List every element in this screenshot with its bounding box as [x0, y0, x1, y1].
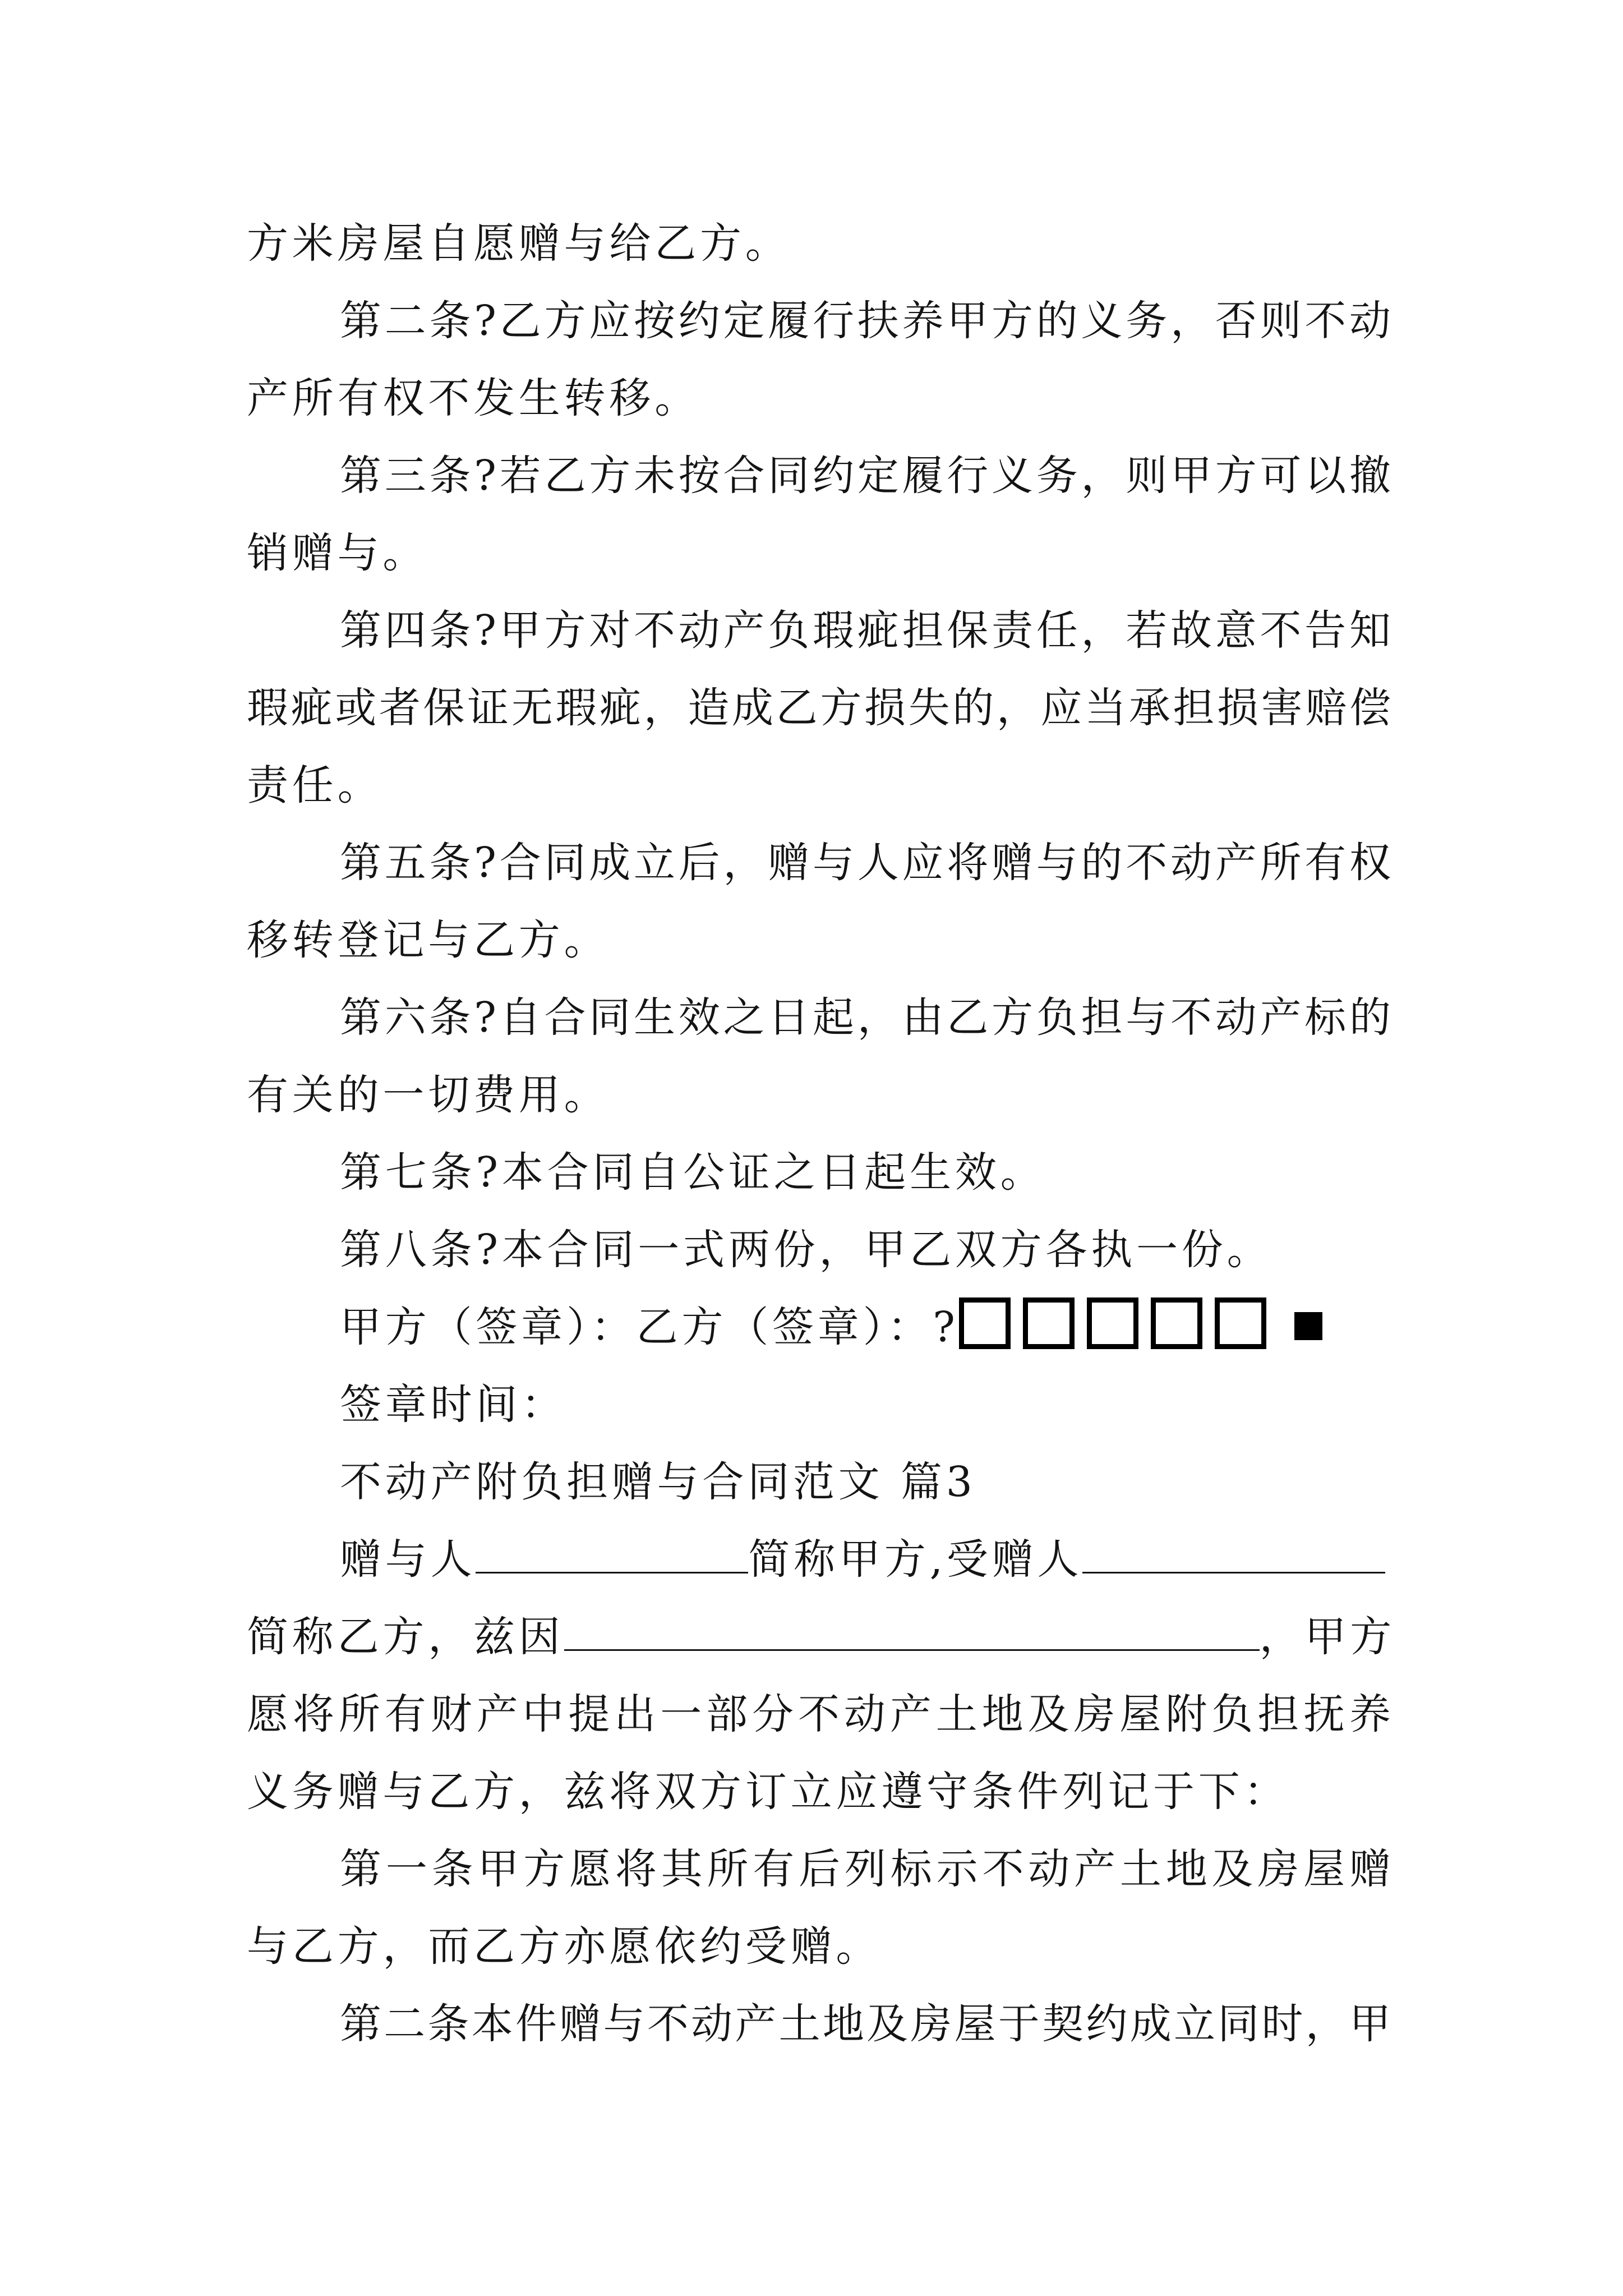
reason-prefix: 简称乙方，兹因	[247, 1613, 564, 1661]
sign-time-line: 签章时间：	[340, 1381, 566, 1429]
donor-prefix: 赠与人	[340, 1535, 476, 1584]
reason-blank	[564, 1616, 1260, 1651]
document-body	[247, 205, 1396, 2063]
placeholder-box-icon	[1023, 1297, 1075, 1349]
body-line-7: 瑕疵或者保证无瑕疵，造成乙方损失的，应当承担损害赔偿	[247, 684, 1391, 732]
body-line-6: 第四条?甲方对不动产负瑕疵担保责任，若故意不告知	[340, 606, 1391, 655]
filled-square-icon	[1294, 1312, 1322, 1340]
reason-suffix: ，甲方	[1259, 1613, 1396, 1661]
body-line-9: 第五条?合同成立后，赠与人应将赠与的不动产所有权	[340, 839, 1391, 887]
placeholder-box-icon	[1087, 1297, 1138, 1349]
donee-name-blank	[1082, 1538, 1385, 1573]
body-line-2: 第二条?乙方应按约定履行扶养甲方的义务，否则不动	[340, 297, 1391, 345]
signature-line	[247, 1289, 1391, 1366]
body-line-14: 第八条?本合同一式两份，甲乙双方各执一份。	[340, 1226, 1272, 1274]
section-heading: 不动产附负担赠与合同范文 篇3	[340, 1458, 976, 1506]
placeholder-box-icon	[1151, 1297, 1202, 1349]
body-line-8: 责任。	[247, 761, 383, 809]
placeholder-box-icon	[1215, 1297, 1266, 1349]
body-line-3: 产所有权不发生转移。	[247, 374, 700, 422]
body-line-5: 销赠与。	[247, 529, 428, 577]
donor-line	[247, 1521, 1391, 1598]
body-line-tail-3: 第一条甲方愿将其所有后列标示不动产土地及房屋赠	[340, 1845, 1391, 1893]
body-line-1: 方米房屋自愿赠与给乙方。	[247, 219, 791, 268]
body-line-13: 第七条?本合同自公证之日起生效。	[340, 1148, 1046, 1197]
body-line-4: 第三条?若乙方未按合同约定履行义务，则甲方可以撤	[340, 452, 1391, 500]
body-line-11: 第六条?自合同生效之日起，由乙方负担与不动产标的	[340, 993, 1391, 1042]
placeholder-box-icon	[959, 1297, 1011, 1349]
donor-name-blank	[476, 1538, 748, 1573]
donor-mid: 简称甲方,受赠人	[748, 1535, 1083, 1584]
body-line-12: 有关的一切费用。	[247, 1071, 610, 1119]
body-line-10: 移转登记与乙方。	[247, 916, 610, 964]
body-line-tail-5: 第二条本件赠与不动产土地及房屋于契约成立同时，甲	[340, 2000, 1391, 2048]
body-line-tail-2: 义务赠与乙方，兹将双方订立应遵守条件列记于下：	[247, 1768, 1289, 1816]
body-line-tail-1: 愿将所有财产中提出一部分不动产土地及房屋附负担抚养	[247, 1690, 1391, 1738]
signature-line-text: 甲方（签章）：乙方（签章）：?	[340, 1303, 959, 1351]
reason-line	[247, 1598, 1396, 1676]
body-line-tail-4: 与乙方，而乙方亦愿依约受赠。	[247, 1922, 882, 1971]
